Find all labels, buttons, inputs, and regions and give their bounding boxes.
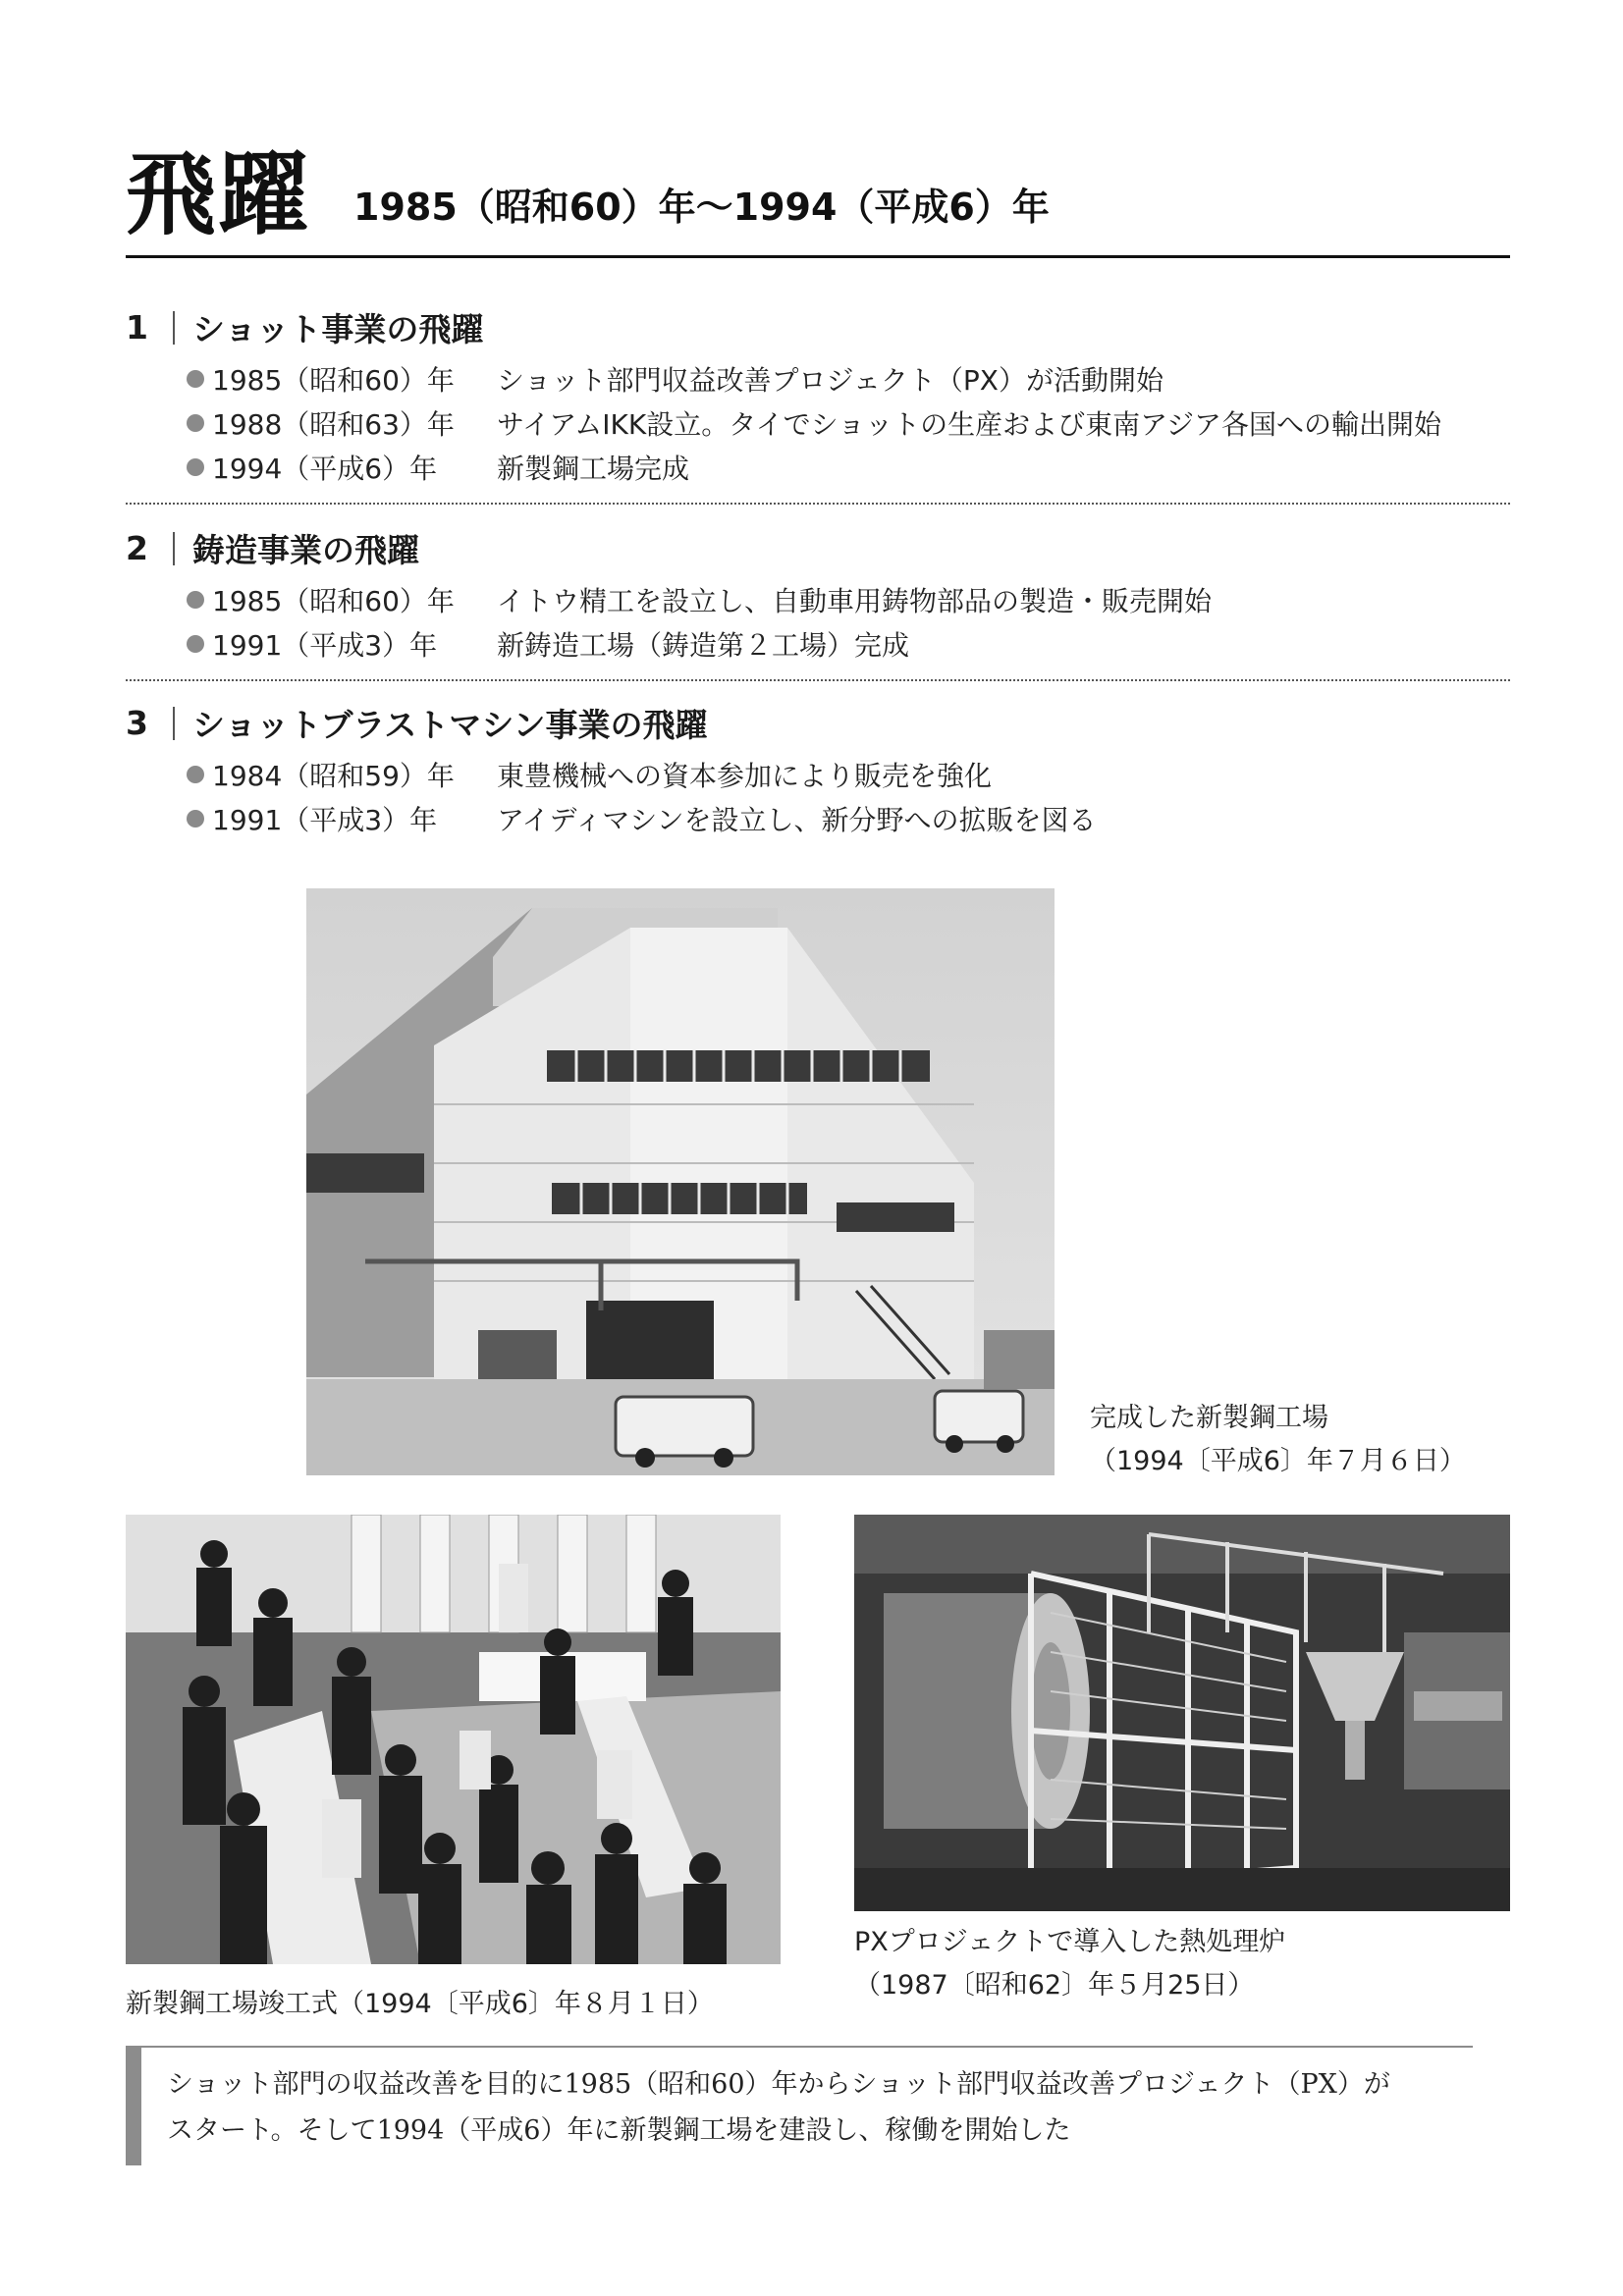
section-number: 1 xyxy=(126,308,148,347)
bullet-icon xyxy=(187,414,204,432)
section-divider xyxy=(126,679,1510,681)
item-date: 1991（平成3）年 xyxy=(212,803,438,836)
section-heading xyxy=(126,700,1510,746)
item-text: サイアムIKK設立。タイでショットの生産および東南アジア各国への輸出開始 xyxy=(497,407,1441,441)
caption-line: 完成した新製鋼工場 xyxy=(1090,1403,1328,1433)
caption-line: （1994〔平成6〕年７月６日） xyxy=(1090,1446,1466,1476)
section-blast-machine-business xyxy=(126,700,1510,840)
section-bar xyxy=(173,532,175,565)
caption-line: （1987〔昭和62〕年５月25日） xyxy=(854,1970,1255,2001)
furnace-photo xyxy=(854,1515,1510,1911)
item-text: ショット部門収益改善プロジェクト（PX）が活動開始 xyxy=(497,363,1163,397)
list-item xyxy=(187,356,1510,400)
list-item xyxy=(187,445,1510,489)
item-date: 1984（昭和59）年 xyxy=(212,759,455,792)
item-date: 1988（昭和63）年 xyxy=(212,407,455,441)
item-text: イトウ精工を設立し、自動車用鋳物部品の製造・販売開始 xyxy=(497,584,1213,617)
list-item xyxy=(187,621,1510,666)
factory-photo xyxy=(306,888,1055,1475)
summary-accent-bar xyxy=(126,2046,141,2165)
summary-box xyxy=(126,2046,1473,2165)
section-title: ショットブラストマシン事業の飛躍 xyxy=(192,706,708,744)
page-title: 飛躍 xyxy=(126,141,311,247)
section-title: ショット事業の飛躍 xyxy=(192,310,484,348)
section-heading xyxy=(126,304,1510,350)
ceremony-crowd-image xyxy=(126,1515,781,1964)
period-range: 1985（昭和60）年〜1994（平成6）年 xyxy=(353,186,1050,229)
item-text: アイディマシンを設立し、新分野への拡販を図る xyxy=(497,803,1097,836)
item-text: 新鋳造工場（鋳造第２工場）完成 xyxy=(497,628,910,662)
list-item xyxy=(187,752,1510,796)
bullet-icon xyxy=(187,810,204,828)
item-text: 東豊機械への資本参加により販売を強化 xyxy=(497,759,993,792)
bullet-icon xyxy=(187,635,204,653)
list-item xyxy=(187,577,1510,621)
ceremony-photo xyxy=(126,1515,781,1964)
factory-building-image xyxy=(306,888,1055,1475)
section-bar xyxy=(173,311,175,345)
section-number: 2 xyxy=(126,529,148,567)
summary-line: スタート。そして1994（平成6）年に新製鋼工場を建設し、稼働を開始した xyxy=(167,2115,1071,2146)
caption-line: PXプロジェクトで導入した熱処理炉 xyxy=(854,1927,1286,1957)
list-item xyxy=(187,400,1510,445)
title-divider xyxy=(126,255,1510,258)
item-text: 新製鋼工場完成 xyxy=(497,452,690,485)
item-date: 1985（昭和60）年 xyxy=(212,363,455,397)
item-date: 1985（昭和60）年 xyxy=(212,584,455,617)
list-item xyxy=(187,796,1510,840)
bullet-icon xyxy=(187,370,204,388)
section-heading xyxy=(126,525,1510,571)
section-divider xyxy=(126,503,1510,505)
section-bar xyxy=(173,707,175,740)
summary-text xyxy=(167,2061,1463,2154)
furnace-photo-caption xyxy=(854,1921,1285,2007)
section-title: 鋳造事業の飛躍 xyxy=(192,531,419,569)
summary-line: ショット部門の収益改善を目的に1985（昭和60）年からショット部門収益改善プロジェクト（PX）が xyxy=(167,2069,1390,2100)
factory-photo-caption xyxy=(1090,1397,1466,1483)
bullet-icon xyxy=(187,766,204,783)
section-shot-business xyxy=(126,304,1510,489)
bullet-icon xyxy=(187,458,204,476)
ceremony-photo-caption: 新製鋼工場竣工式（1994〔平成6〕年８月１日） xyxy=(126,1989,714,2019)
bullet-icon xyxy=(187,591,204,609)
section-number: 3 xyxy=(126,704,148,742)
item-date: 1994（平成6）年 xyxy=(212,452,438,485)
item-date: 1991（平成3）年 xyxy=(212,628,438,662)
section-casting-business xyxy=(126,525,1510,666)
heat-treatment-furnace-image xyxy=(854,1515,1510,1911)
summary-top-rule xyxy=(141,2046,1473,2048)
